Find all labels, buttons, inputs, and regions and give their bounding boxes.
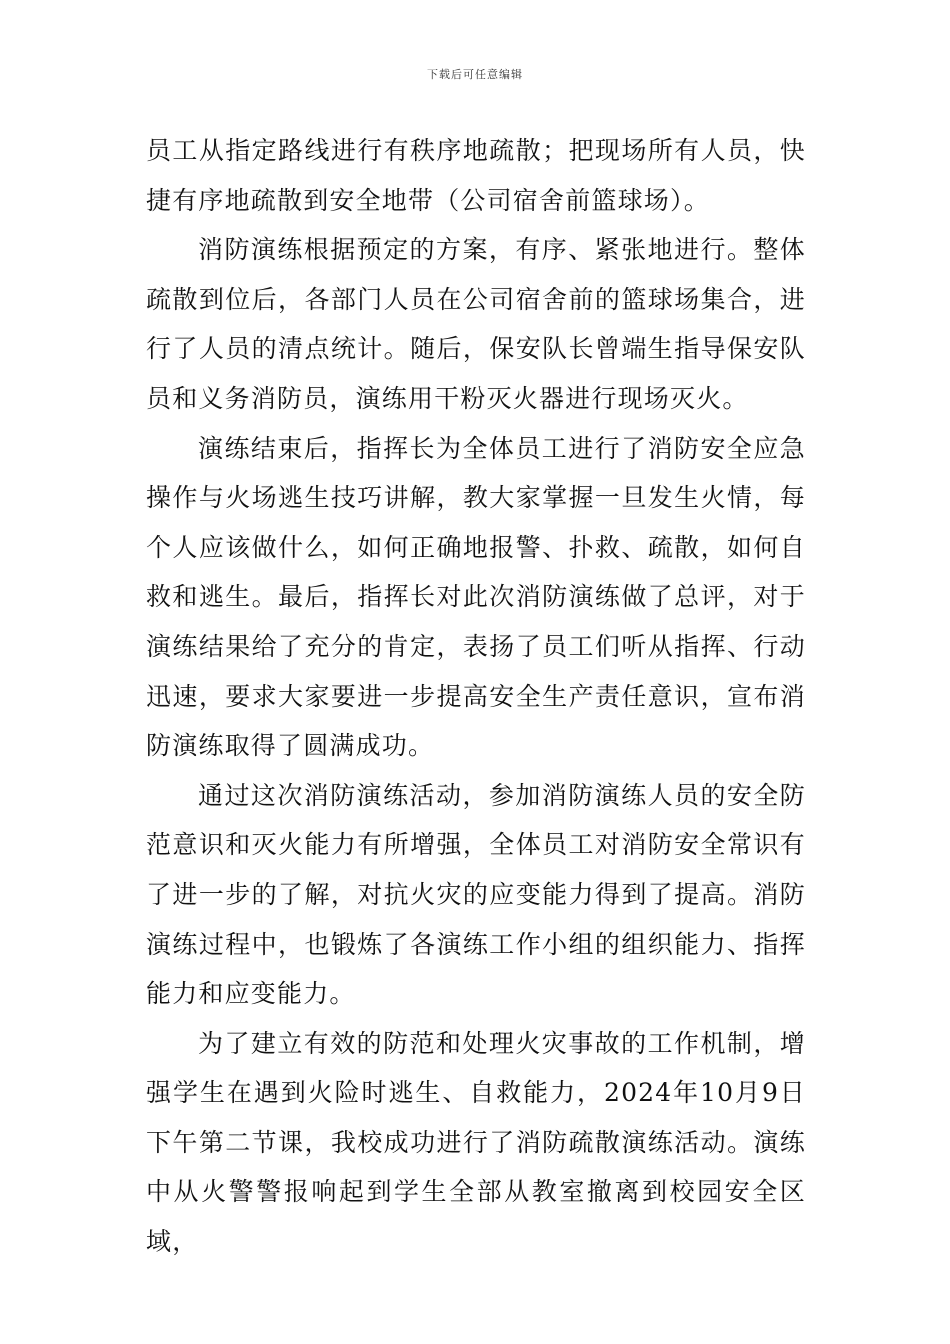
paragraph-continuation: 员工从指定路线进行有秩序地疏散；把现场所有人员，快捷有序地疏散到安全地带（公司宿舍前篮球场）。: [146, 136, 806, 215]
paragraph-school-drill: 为了建立有效的防范和处理火灾事故的工作机制，增强学生在遇到火险时逃生、自救能力，2024年10月9日下午第二节课，我校成功进行了消防疏散演练活动。演练中从火警警报响起到学生全部从教室撤离到校园安全区域，: [146, 1028, 806, 1257]
header-note: 下载后可任意编辑: [427, 68, 523, 81]
paragraph-drill-summary: 演练结束后，指挥长为全体员工进行了消防安全应急操作与火场逃生技巧讲解，教大家掌握一旦发生火情，每个人应该做什么，如何正确地报警、扑救、疏散，如何自救和逃生。最后，指挥长对此次消防演练做了总评，对于演练结果给了充分的肯定，表扬了员工们听从指挥、行动迅速，要求大家要进一步提高安全生产责任意识，宣布消防演练取得了圆满成功。: [146, 433, 806, 761]
body-text: [146, 126, 806, 1267]
paragraph-drill-process: 消防演练根据预定的方案，有序、紧张地进行。整体疏散到位后，各部门人员在公司宿舍前的篮球场集合，进行了人员的清点统计。随后，保安队长曾端生指导保安队员和义务消防员，演练用干粉灭火器进行现场灭火。: [146, 235, 806, 413]
paragraph-drill-outcome: 通过这次消防演练活动，参加消防演练人员的安全防范意识和灭火能力有所增强，全体员工对消防安全常识有了进一步的了解，对抗火灾的应变能力得到了提高。消防演练过程中，也锻炼了各演练工作小组的组织能力、指挥能力和应变能力。: [146, 780, 806, 1009]
